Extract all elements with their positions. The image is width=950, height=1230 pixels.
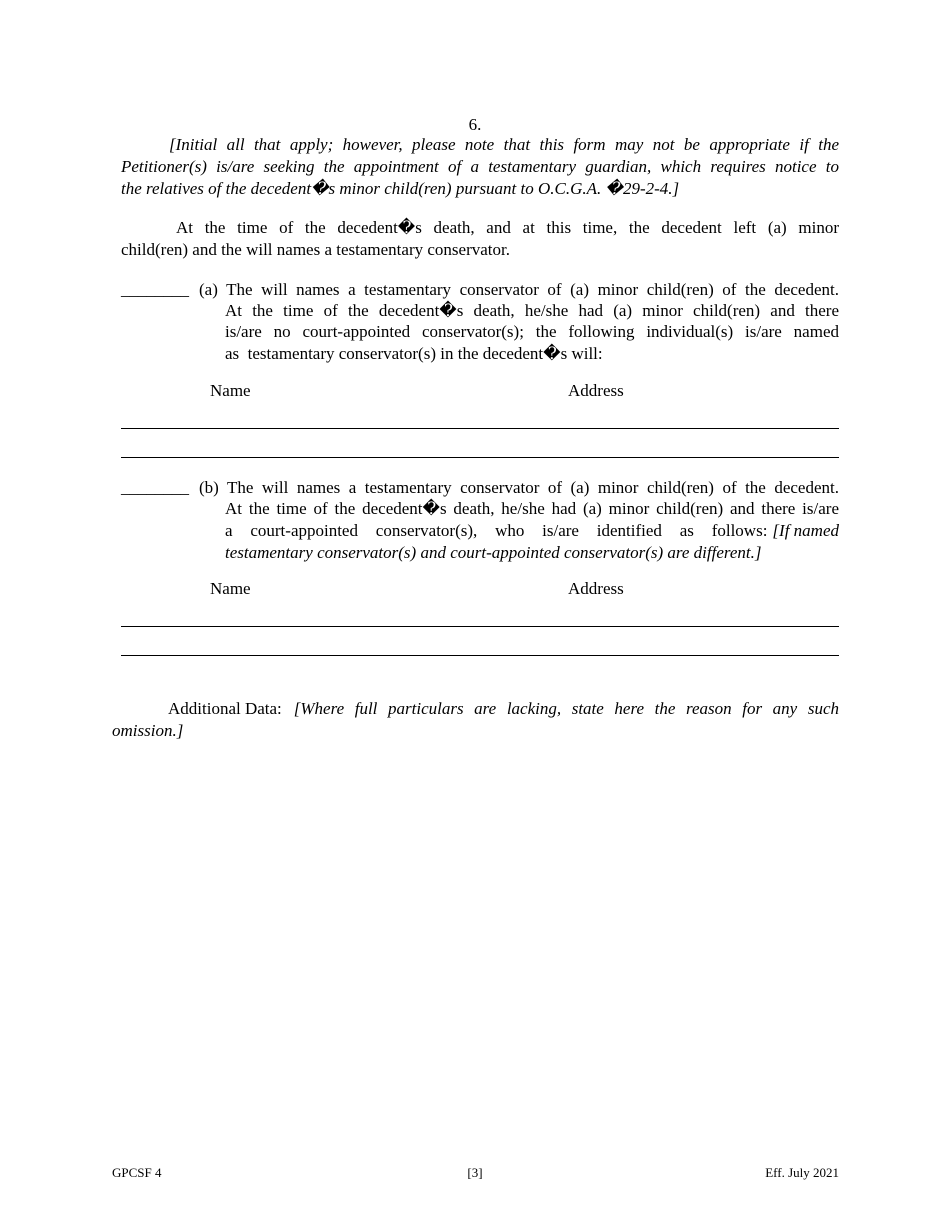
option-b-name-label: Name <box>210 579 251 598</box>
option-b-line-3 <box>225 520 839 542</box>
option-a-line-1: (a) The will names a testamentary conservator of (a) minor child(ren) of the decedent. <box>199 280 839 299</box>
option-a-line-3: is/are no court-appointed conservator(s); the following individual(s) is/are named <box>225 322 839 341</box>
option-b-line-1: (b) The will names a testamentary conservator of (a) minor child(ren) of the decedent. <box>199 478 839 497</box>
option-b-address-label: Address <box>568 579 624 598</box>
additional-data-line-1 <box>168 698 839 720</box>
additional-data-note: [Where full particulars are lacking, state here the reason for any such <box>293 699 839 718</box>
footer-page-number: [3] <box>467 1165 483 1180</box>
page-number: 6. <box>468 115 482 134</box>
instruction-line-1: [Initial all that apply; however, please note that this form may not be appropriate if the <box>169 135 839 154</box>
option-b-line-4: testamentary conservator(s) and court-appointed conservator(s) are different.] <box>225 543 762 562</box>
option-a-initial-blank[interactable]: ________ <box>121 280 189 299</box>
additional-data-line-2: omission.] <box>112 721 184 740</box>
option-a-entry-line-1[interactable] <box>121 428 839 429</box>
option-b-line-3-note: [If named <box>772 521 839 540</box>
footer-form-id: GPCSF 4 <box>112 1165 162 1180</box>
option-b-entry-line-2[interactable] <box>121 655 839 656</box>
option-a-line-4: as testamentary conservator(s) in the decedent�s will: <box>225 344 603 363</box>
option-a-entry-line-2[interactable] <box>121 457 839 458</box>
option-b-line-2: At the time of the decedent�s death, he/she had (a) minor child(ren) and there is/are <box>225 499 839 518</box>
option-b-entry-line-1[interactable] <box>121 626 839 627</box>
intro-line-2: child(ren) and the will names a testamentary conservator. <box>121 240 510 259</box>
instruction-line-3: the relatives of the decedent�s minor child(ren) pursuant to O.C.G.A. �29-2-4.] <box>121 179 680 198</box>
footer-effective-date: Eff. July 2021 <box>765 1165 839 1180</box>
option-a-name-label: Name <box>210 381 251 400</box>
instruction-line-2: Petitioner(s) is/are seeking the appointment of a testamentary guardian, which requires notice to <box>121 157 839 176</box>
option-b-line-3-text: a court-appointed conservator(s), who is/are identified as follows: <box>225 521 768 540</box>
additional-data-label: Additional Data: <box>168 699 282 718</box>
intro-line-1: At the time of the decedent�s death, and at this time, the decedent left (a) minor <box>176 218 839 237</box>
option-b-initial-blank[interactable]: ________ <box>121 478 189 497</box>
option-a-address-label: Address <box>568 381 624 400</box>
option-a-line-2: At the time of the decedent�s death, he/she had (a) minor child(ren) and there <box>225 301 839 320</box>
